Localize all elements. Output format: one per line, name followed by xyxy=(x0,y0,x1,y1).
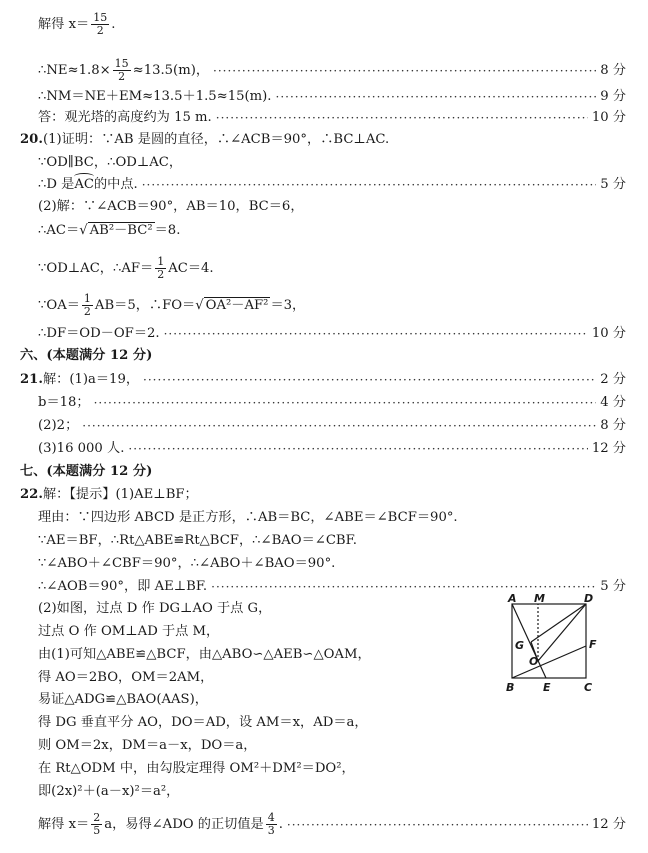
text: ∵OD∥BC，∴OD⊥AC， xyxy=(38,155,183,170)
line-bisector xyxy=(38,715,626,731)
line-dg xyxy=(38,601,470,617)
line-answer xyxy=(38,110,626,126)
leader-dots xyxy=(128,441,587,457)
line-q21-2 xyxy=(38,418,626,434)
line-angle-sum xyxy=(38,556,626,572)
denominator: 3 xyxy=(267,824,275,837)
leader-dots xyxy=(287,817,588,833)
score: 8 分 xyxy=(600,418,626,433)
label-c: C xyxy=(584,681,593,694)
text: 在 Rt△ODM 中，由勾股定理得 OM²＋DM²＝DO²， xyxy=(38,761,355,776)
text: 的中点. xyxy=(93,177,138,192)
text: 则 OM＝2x，DM＝a－x，DO＝a， xyxy=(38,738,257,753)
label-e: E xyxy=(543,681,551,694)
fraction xyxy=(91,812,102,837)
line-pythagoras xyxy=(38,761,626,777)
line-reason xyxy=(38,510,626,526)
denominator: 2 xyxy=(157,268,165,281)
sqrt-sign: √ xyxy=(79,222,88,238)
line-midpoint-arc xyxy=(38,177,626,193)
numerator: 4 xyxy=(267,811,275,824)
text: 过点 O 作 OM⊥AD 于点 M， xyxy=(38,624,220,639)
text: (2)2； xyxy=(38,418,79,433)
text: . xyxy=(111,16,116,32)
denominator: 2 xyxy=(118,70,126,83)
text: ∴DF＝OD－OF＝2. xyxy=(38,326,160,341)
text: ∴∠AOB＝90°，即 AE⊥BF. xyxy=(38,579,208,594)
fraction xyxy=(155,256,166,281)
line-solve-x xyxy=(38,12,470,37)
line-od-parallel xyxy=(38,155,626,171)
leader-dots xyxy=(216,110,588,126)
numerator: 1 xyxy=(83,292,91,305)
leader-dots xyxy=(82,418,596,434)
line-equation xyxy=(38,784,626,800)
leader-dots xyxy=(143,372,596,388)
text: 答：观光塔的高度约为 15 m. xyxy=(38,110,212,125)
text: ∴NM＝NE＋EM≈13.5＋1.5≈15(m). xyxy=(38,89,272,104)
text: 得 AO＝2BO，OM＝2AM， xyxy=(38,670,214,685)
line-express xyxy=(38,738,626,754)
text: ∵OD⊥AC，∴AF＝ xyxy=(38,260,154,276)
line-om xyxy=(38,624,470,640)
label-a: A xyxy=(508,592,517,605)
text: ∴D 是 xyxy=(38,177,75,192)
text: AB＝5，∴FO＝ xyxy=(94,297,196,313)
text: 解得 x＝ xyxy=(38,16,90,32)
score: 5 分 xyxy=(600,579,626,594)
line-aas xyxy=(38,692,470,708)
text: 解：(1)a＝19， xyxy=(42,372,140,387)
fraction xyxy=(113,58,131,83)
sqrt-sign: √ xyxy=(195,297,204,313)
line-similar xyxy=(38,647,470,663)
numerator: 2 xyxy=(93,811,101,824)
label-m: M xyxy=(534,592,545,605)
text: (2)解：∵∠ACB＝90°，AB＝10，BC＝6， xyxy=(38,199,304,214)
denominator: 2 xyxy=(83,305,91,318)
text: ＝8. xyxy=(154,222,181,238)
text: (2)如图，过点 D 作 DG⊥AO 于点 G， xyxy=(38,601,272,616)
sqrt-expression: AB²－BC² xyxy=(89,223,153,238)
question-number: 22. xyxy=(20,487,43,502)
text: ∴NE≈1.8× xyxy=(38,62,111,78)
line-q21-3 xyxy=(38,441,626,457)
text: ∴AC＝ xyxy=(38,222,80,238)
text: ∵AE＝BF，∴Rt△ABE≌Rt△BCF，∴∠BAO＝∠CBF. xyxy=(38,533,357,548)
line-q21-b xyxy=(38,395,626,411)
line-ne xyxy=(38,58,626,83)
section-heading: 七、(本题满分 12 分) xyxy=(20,464,153,479)
section-seven-heading xyxy=(20,464,626,480)
line-oa-fo xyxy=(38,293,626,318)
label-d: D xyxy=(584,592,594,605)
numerator: 1 xyxy=(157,255,165,268)
leader-dots xyxy=(94,395,597,411)
section-six-heading xyxy=(20,348,626,364)
arc-label: AC xyxy=(74,177,94,192)
text: 由(1)可知△ABE≌△BCF，由△ABO∽△AEB∽△OAM， xyxy=(38,647,371,662)
text: 即(2x)²＋(a－x)²＝a²， xyxy=(38,784,180,799)
score: 2 分 xyxy=(600,372,626,387)
score: 10 分 xyxy=(591,326,626,341)
text: 解：【提示】(1)AE⊥BF； xyxy=(42,487,198,502)
leader-dots xyxy=(164,326,588,342)
line-q20-proof xyxy=(20,132,626,148)
line-q21-a xyxy=(20,372,626,388)
line-q22-hint xyxy=(20,487,626,503)
score: 10 分 xyxy=(591,110,626,125)
text: a，易得∠ADO 的正切值是 xyxy=(104,816,264,832)
text: ∵OA＝ xyxy=(38,297,80,313)
text: ≈13.5(m)， xyxy=(132,62,210,78)
numerator: 15 xyxy=(93,11,108,24)
score: 4 分 xyxy=(600,395,626,410)
question-number: 20. xyxy=(20,132,43,147)
square-geometry-figure xyxy=(500,592,600,696)
text: 得 DG 垂直平分 AO，DO＝AD，设 AM＝x，AD＝a， xyxy=(38,715,368,730)
text: AC＝4. xyxy=(168,260,214,276)
line-df xyxy=(38,326,626,342)
section-heading: 六、(本题满分 12 分) xyxy=(20,348,153,363)
sqrt-expression: OA²－AF² xyxy=(205,298,269,313)
line-congruent xyxy=(38,533,626,549)
text: ∵∠ABO＋∠CBF＝90°，∴∠ABO＋∠BAO＝90°. xyxy=(38,556,336,571)
score: 8 分 xyxy=(600,62,626,78)
text: 理由：∵四边形 ABCD 是正方形，∴AB＝BC，∠ABE＝∠BCF＝90°. xyxy=(38,510,458,525)
question-number: 21. xyxy=(20,372,43,387)
fraction xyxy=(82,293,93,318)
text: b＝18； xyxy=(38,395,90,410)
label-b: B xyxy=(506,681,515,694)
score: 12 分 xyxy=(591,816,626,832)
score: 12 分 xyxy=(591,441,626,456)
line-af xyxy=(38,256,626,281)
leader-dots xyxy=(142,177,596,193)
fraction xyxy=(91,12,109,37)
line-ao-bo xyxy=(38,670,470,686)
label-o: O xyxy=(529,655,539,668)
denominator: 2 xyxy=(96,24,104,37)
score: 9 分 xyxy=(600,89,626,104)
text: 解得 x＝ xyxy=(38,816,90,832)
line-part2-given xyxy=(38,199,626,215)
text: (1)证明：∵AB 是圆的直径，∴∠ACB＝90°，∴BC⊥AC. xyxy=(42,132,390,147)
line-final xyxy=(38,812,626,837)
leader-dots xyxy=(213,63,596,79)
denominator: 5 xyxy=(93,824,101,837)
label-f: F xyxy=(589,638,597,651)
fraction xyxy=(266,812,277,837)
line-nm xyxy=(38,89,626,105)
label-g: G xyxy=(515,639,525,652)
text: (3)16 000 人. xyxy=(38,441,125,456)
text: ＝3， xyxy=(270,297,306,313)
numerator: 15 xyxy=(114,57,129,70)
text: 易证△ADG≌△BAO(AAS)， xyxy=(38,692,208,707)
text: . xyxy=(278,816,283,832)
leader-dots xyxy=(276,89,597,105)
score: 5 分 xyxy=(600,177,626,192)
line-ac xyxy=(38,222,626,239)
